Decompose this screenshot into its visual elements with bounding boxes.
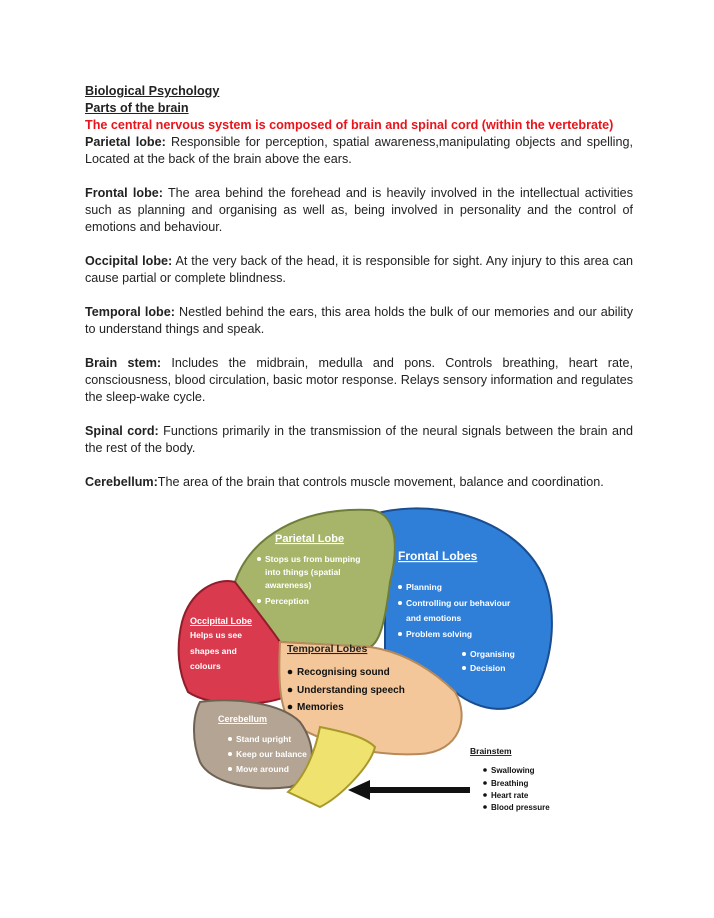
cerebellum-item-3: Move around xyxy=(236,764,289,774)
intro-statement: The central nervous system is composed of brain and spinal cord (within the vertebrate) xyxy=(85,118,614,132)
frontal-item-4: Problem solving xyxy=(406,629,473,639)
entry-term: Temporal lobe: xyxy=(85,305,175,319)
brainstem-title: Brainstem xyxy=(470,746,512,756)
bullet-icon xyxy=(462,666,466,670)
bullet-icon xyxy=(398,585,402,589)
temporal-item-1: Recognising sound xyxy=(297,667,390,678)
bullet-icon xyxy=(257,599,261,603)
bullet-icon xyxy=(483,781,487,785)
entry-text: Responsible for perception, spatial awareness,manipulating objects and spelling, Located at the back of the brain above the ears. xyxy=(85,135,633,166)
frontal-item-3: and emotions xyxy=(406,613,462,623)
entry-occipital xyxy=(85,253,633,287)
page-title: Biological Psychology xyxy=(85,84,220,98)
parietal-item-4: Perception xyxy=(265,596,309,606)
bullet-icon xyxy=(462,652,466,656)
entry-term: Parietal lobe: xyxy=(85,135,166,149)
bullet-icon xyxy=(483,768,487,772)
bullet-icon xyxy=(483,805,487,809)
brainstem-item-2: Breathing xyxy=(491,779,529,788)
parietal-title: Parietal Lobe xyxy=(275,533,345,545)
entry-brainstem xyxy=(85,355,633,406)
entry-term: Occipital lobe: xyxy=(85,254,173,268)
entry-term: Brain stem: xyxy=(85,356,162,370)
frontal-item-1: Planning xyxy=(406,582,442,592)
brainstem-item-4: Blood pressure xyxy=(491,803,550,812)
cerebellum-item-1: Stand upright xyxy=(236,734,292,744)
entry-frontal xyxy=(85,185,633,236)
bullet-icon xyxy=(257,557,261,561)
entry-text: The area behind the forehead and is heavily involved in the intellectual activities such as planning and organising as well as, being involved in personality and the control of emotions and behaviour. xyxy=(85,186,633,234)
entry-parietal xyxy=(85,134,633,168)
entry-text: Includes the midbrain, medulla and pons. Controls breathing, heart rate, consciousness, blood circulation, basic motor response. Relays sensory information and regulates the sleep-wake cycle. xyxy=(85,356,633,404)
brainstem-arrow xyxy=(348,780,470,800)
page-subtitle: Parts of the brain xyxy=(85,101,189,115)
entry-term: Spinal cord: xyxy=(85,424,159,438)
bullet-icon xyxy=(288,670,293,675)
cerebellum-item-2: Keep our balance xyxy=(236,749,307,759)
bullet-icon xyxy=(228,767,232,771)
brainstem-item-1: Swallowing xyxy=(491,766,535,775)
parietal-item-1: Stops us from bumping xyxy=(265,554,361,564)
occipital-title: Occipital Lobe xyxy=(190,616,253,626)
entry-term: Frontal lobe: xyxy=(85,186,163,200)
brainstem-item-3: Heart rate xyxy=(491,791,529,800)
parietal-item-2: into things (spatial xyxy=(265,567,341,577)
bullet-icon xyxy=(398,601,402,605)
bullet-icon xyxy=(228,737,232,741)
bullet-icon xyxy=(483,793,487,797)
cerebellum-title: Cerebellum xyxy=(218,714,268,724)
entry-spinal-cord xyxy=(85,423,633,457)
bullet-icon xyxy=(398,632,402,636)
frontal-title: Frontal Lobes xyxy=(398,549,478,563)
occipital-item-3: colours xyxy=(190,661,221,671)
entry-text: At the very back of the head, it is responsible for sight. Any injury to this area can cause partial or complete blindness. xyxy=(85,254,633,285)
occipital-item-2: shapes and xyxy=(190,646,237,656)
document-body xyxy=(85,83,633,508)
entry-text: Functions primarily in the transmission of the neural signals between the brain and the rest of the body. xyxy=(85,424,633,455)
bullet-icon xyxy=(288,705,293,710)
temporal-item-3: Memories xyxy=(297,702,344,713)
occipital-item-1: Helps us see xyxy=(190,630,242,640)
entry-term: Cerebellum: xyxy=(85,475,158,489)
entry-cerebellum xyxy=(85,474,633,491)
frontal-item-6: Decision xyxy=(470,663,506,673)
bullet-icon xyxy=(288,688,293,693)
entry-text: Nestled behind the ears, this area holds the bulk of our memories and our ability to understand things and speak. xyxy=(85,305,633,336)
brain-diagram xyxy=(170,492,570,822)
frontal-item-2: Controlling our behaviour xyxy=(406,598,511,608)
parietal-item-3: awareness) xyxy=(265,580,312,590)
temporal-title: Temporal Lobes xyxy=(287,643,368,655)
temporal-item-2: Understanding speech xyxy=(297,685,405,696)
bullet-icon xyxy=(228,752,232,756)
entry-temporal xyxy=(85,304,633,338)
entry-text: The area of the brain that controls muscle movement, balance and coordination. xyxy=(157,475,604,489)
frontal-item-5: Organising xyxy=(470,649,515,659)
